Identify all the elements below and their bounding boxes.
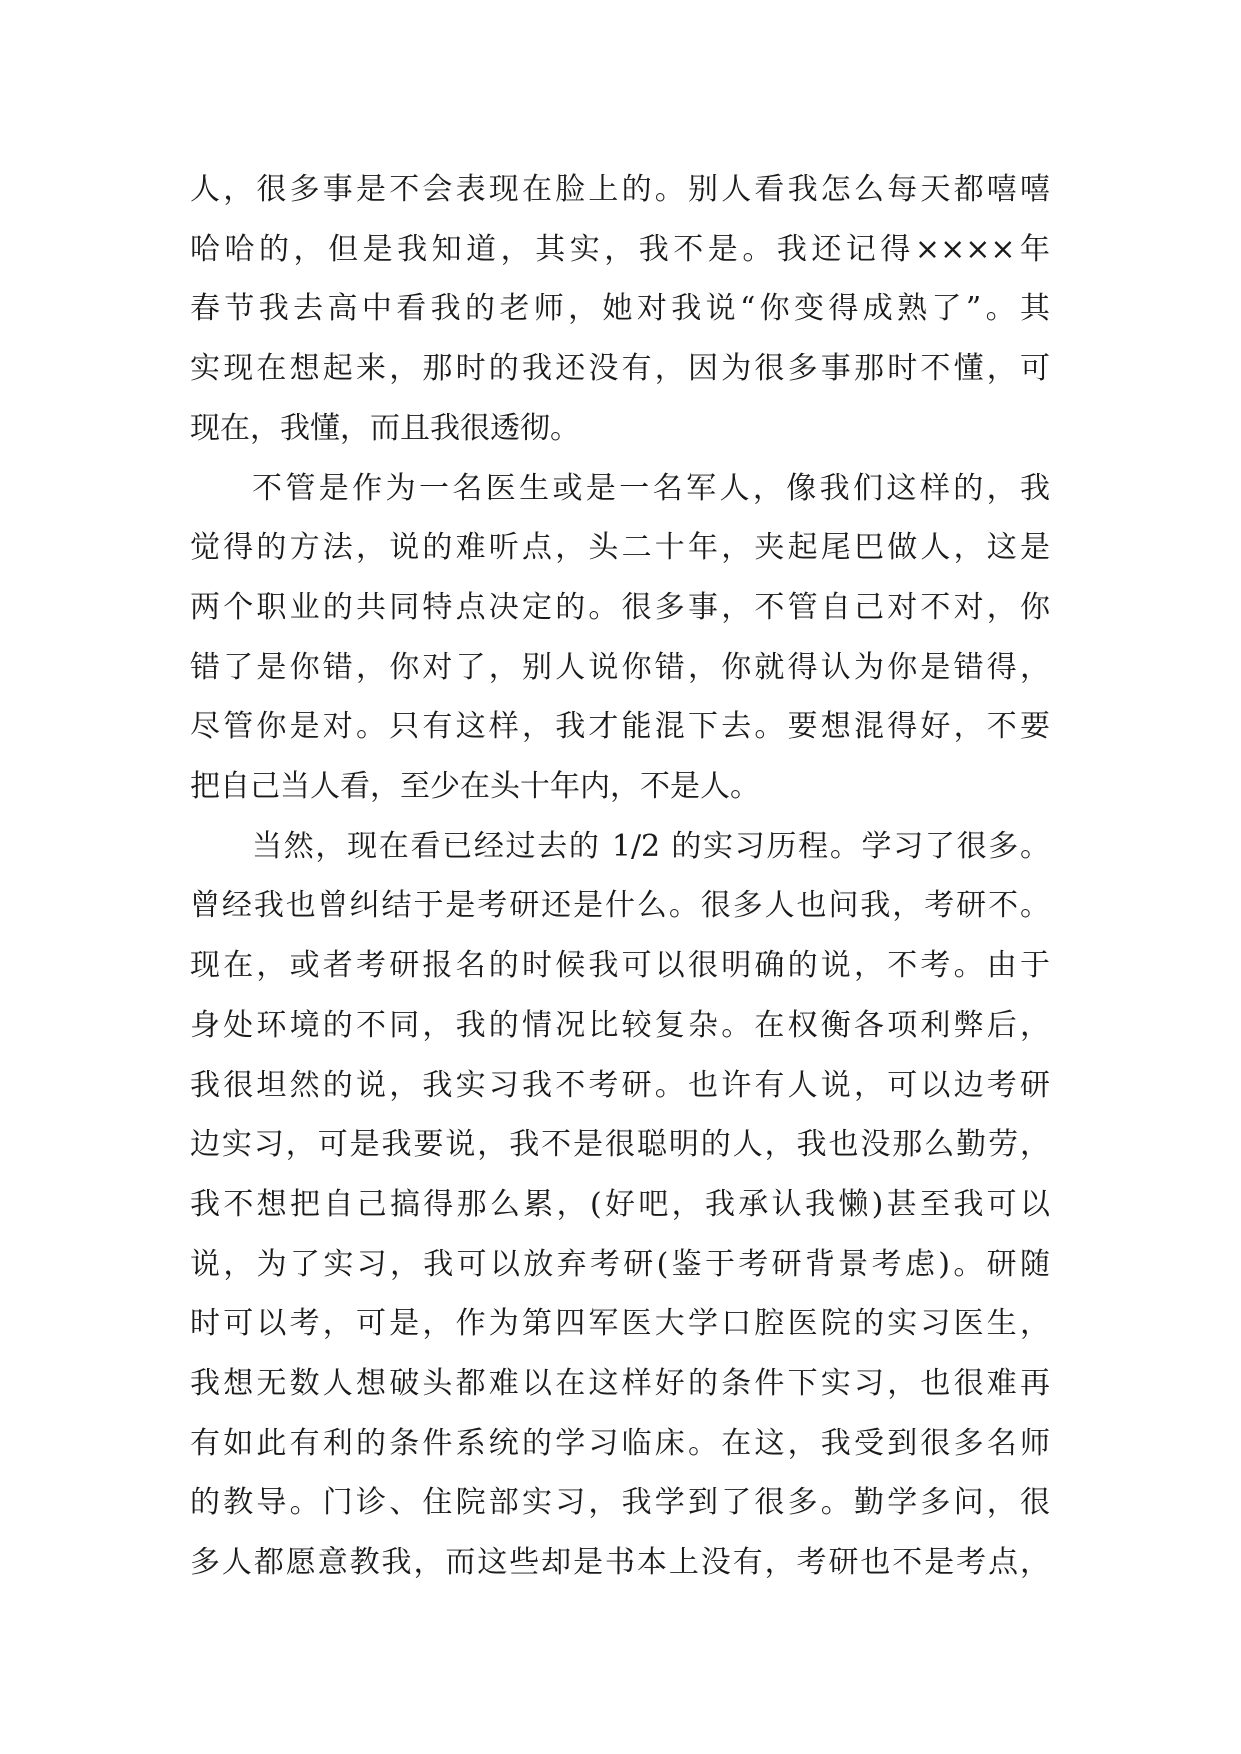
document-body: [190, 160, 1050, 1593]
text-line: 身处环境的不同，我的情况比较复杂。在权衡各项利弊后，: [190, 1007, 1050, 1043]
text-line: 的教导。门诊、住院部实习，我学到了很多。勤学多问，很: [190, 1485, 1050, 1521]
text-line: 哈哈的，但是我知道，其实，我不是。我还记得××××年: [190, 231, 1050, 267]
text-line: 人，很多事是不会表现在脸上的。别人看我怎么每天都嘻嘻: [190, 172, 1050, 207]
text-line: 现在，我懂，而且我很透彻。: [190, 410, 580, 446]
text-line: 我不想把自己搞得那么累，(好吧，我承认我懒)甚至我可以: [190, 1186, 1050, 1222]
text-line: 我很坦然的说，我实习我不考研。也许有人说，可以边考研: [190, 1067, 1050, 1103]
text-line: 有如此有利的条件系统的学习临床。在这，我受到很多名师: [190, 1425, 1050, 1461]
text-line: 不管是作为一名医生或是一名军人，像我们这样的，我: [252, 470, 1050, 506]
text-line: 曾经我也曾纠结于是考研还是什么。很多人也问我，考研不。: [190, 888, 1050, 924]
text-line: 把自己当人看，至少在头十年内，不是人。: [190, 769, 760, 805]
text-line: 春节我去高中看我的老师，她对我说“你变得成熟了”。其: [190, 291, 1050, 327]
text-line: 当然，现在看已经过去的 1/2 的实习历程。学习了很多。: [252, 828, 1050, 864]
text-line: 我想无数人想破头都难以在这样好的条件下实习，也很难再: [190, 1366, 1050, 1402]
text-line: 边实习，可是我要说，我不是很聪明的人，我也没那么勤劳，: [190, 1127, 1050, 1163]
paragraph-1: [190, 160, 1050, 459]
text-line: 时可以考，可是，作为第四军医大学口腔医院的实习医生，: [190, 1306, 1050, 1342]
text-line: 多人都愿意教我，而这些却是书本上没有，考研也不是考点，: [190, 1545, 1050, 1581]
text-line: 觉得的方法，说的难听点，头二十年，夹起尾巴做人，这是: [190, 530, 1050, 566]
text-line: 实现在想起来，那时的我还没有，因为很多事那时不懂，可: [190, 351, 1050, 387]
text-line: 尽管你是对。只有这样，我才能混下去。要想混得好，不要: [190, 709, 1050, 745]
text-line: 两个职业的共同特点决定的。很多事，不管自己对不对，你: [190, 589, 1050, 625]
text-line: 说，为了实习，我可以放弃考研(鉴于考研背景考虑)。研随: [190, 1246, 1050, 1282]
paragraph-2: [190, 459, 1050, 817]
paragraph-3: [190, 817, 1050, 1593]
text-line: 错了是你错，你对了，别人说你错，你就得认为你是错得，: [190, 649, 1050, 685]
text-line: 现在，或者考研报名的时候我可以很明确的说，不考。由于: [190, 948, 1050, 984]
